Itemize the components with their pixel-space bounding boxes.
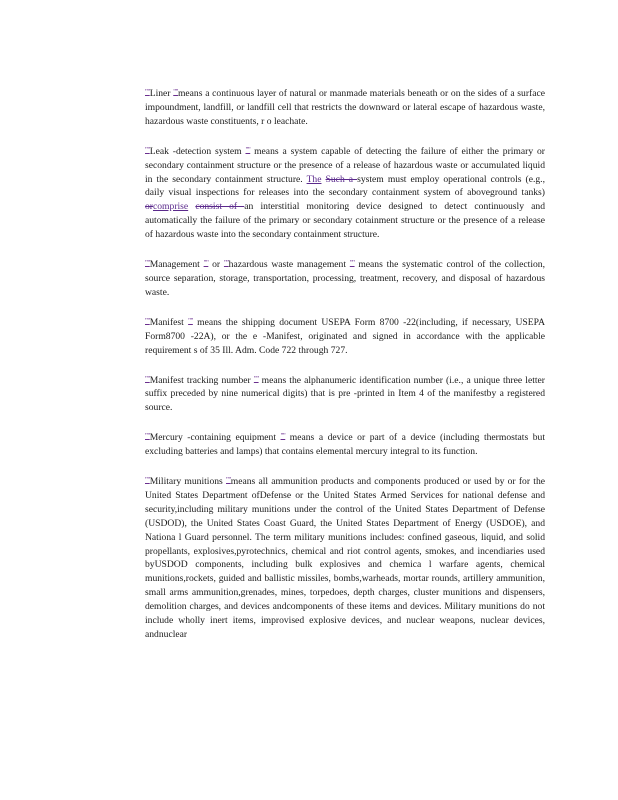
- paragraph-text: means the shipping document USEPA Form 8700 -22(including, if necessary, USEPA Form8700 -22A), or the e -Manifest, originated and signed in accordance with the applicable requirement s of 35 Ill. Adm. Code 722 through 727.: [145, 316, 545, 356]
- quote-mark: "": [145, 374, 150, 383]
- paragraph-text: Management: [149, 259, 204, 271]
- definition-paragraph: [145, 86, 545, 129]
- quote-mark: "": [203, 259, 209, 268]
- quote-mark: "": [349, 259, 355, 268]
- paragraph-text: means a continuous layer of natural or manmade materials beneath or on the sides of a surface impoundment, landfill, or landfill cell that restricts the downward or lateral escape of hazardous waste, hazardous waste constituents, r o leachate.: [145, 88, 545, 127]
- quote-mark: "": [188, 316, 193, 325]
- quote-mark: "": [226, 476, 231, 485]
- document-page: [145, 86, 545, 657]
- definition-paragraph: [145, 257, 545, 300]
- deleted-text: consist of: [195, 201, 245, 213]
- definition-paragraph: [145, 315, 545, 358]
- paragraph-text: means a system capable of detecting the failure of either the primary or secondary containment structure or the presence of a release of hazardous waste or accumulated liquid in the secondary containment structure.: [145, 145, 545, 185]
- quote-mark: "": [253, 374, 259, 383]
- inserted-text: The: [306, 173, 322, 185]
- quote-mark: "": [145, 88, 150, 96]
- definition-paragraph: [145, 474, 545, 642]
- inserted-text: comprise: [153, 201, 189, 213]
- paragraph-text: Military munitions: [149, 476, 227, 488]
- definition-paragraph: [145, 144, 545, 242]
- paragraph-text: means a device or part of a device (including thermostats but excluding batteries and lamps) that contains elemental mercury integral to its function.: [145, 432, 545, 458]
- paragraph-text: Leak -detection system: [149, 145, 246, 157]
- quote-mark: "": [280, 432, 286, 441]
- quote-mark: "": [145, 432, 150, 441]
- paragraph-text: system must employ operational controls (e.g., daily visual inspections for releases into the secondary containment system of aboveground tanks): [145, 173, 545, 199]
- quote-mark: "": [223, 259, 229, 268]
- quote-mark: "": [145, 476, 150, 485]
- paragraph-text: means all ammunition products and components produced or used by or for the United States Department ofDefense or the United States Armed Services for national defense and security,including military munitions under the control of the United States Department of Defense (USDOD), the United States Coast Guard, the United States Department of Energy (USDOE), and Nationa l Guard personnel. The term military munitions includes: confined gaseous, liquid, and solid propellants, explosives,pyrotechnics, chemical and riot control agents, smokes, and incendiaries used byUSDOD components, including bulk explosives and chemica l warfare agents, chemical munitions,rockets, guided and ballistic missiles, bombs,warheads, mortar rounds, artillery ammunition, small arms ammunition,grenades, mines, torpedoes, depth charges, cluster munitions and dispensers, demolition charges, and devices andcomponents of these items and devices. Military munitions do not include wholly inert items, improvised explosive devices, and nuclear weapons, nuclear devices, andnuclear: [145, 476, 546, 640]
- paragraph-text: Mercury -containing equipment: [149, 432, 281, 444]
- quote-mark: "": [145, 259, 150, 268]
- paragraph-text: or: [208, 259, 224, 271]
- definition-paragraph: [145, 430, 545, 459]
- paragraph-text: Manifest tracking number: [149, 374, 254, 386]
- quote-mark: "": [173, 88, 178, 96]
- paragraph-text: Liner: [149, 88, 174, 99]
- quote-mark: "": [145, 316, 150, 325]
- quote-mark: "": [145, 145, 150, 154]
- paragraph-text: Manifest: [149, 316, 189, 328]
- quote-mark: "": [245, 145, 251, 154]
- paragraph-text: an interstitial monitoring device designed to detect continuously and automatically the failure of the primary or secondary cotainment structure or the presence of a release of hazardous waste into the secondary containment structure.: [145, 201, 545, 241]
- paragraph-text: hazardous waste management: [228, 259, 350, 271]
- definition-paragraph: [145, 373, 545, 416]
- deleted-text: Such a: [325, 173, 358, 185]
- paragraph-text: means the alphanumeric identification number (i.e., a unique three letter suffix preceded by nine numerical digits) that is pre -printed in Item 4 of the manifestby a registered source.: [145, 374, 545, 414]
- paragraph-text: means the systematic control of the collection, source separation, storage, transportation, processing, treatment, recovery, and disposal of hazardous waste.: [145, 259, 545, 298]
- deleted-text: or: [145, 201, 153, 213]
